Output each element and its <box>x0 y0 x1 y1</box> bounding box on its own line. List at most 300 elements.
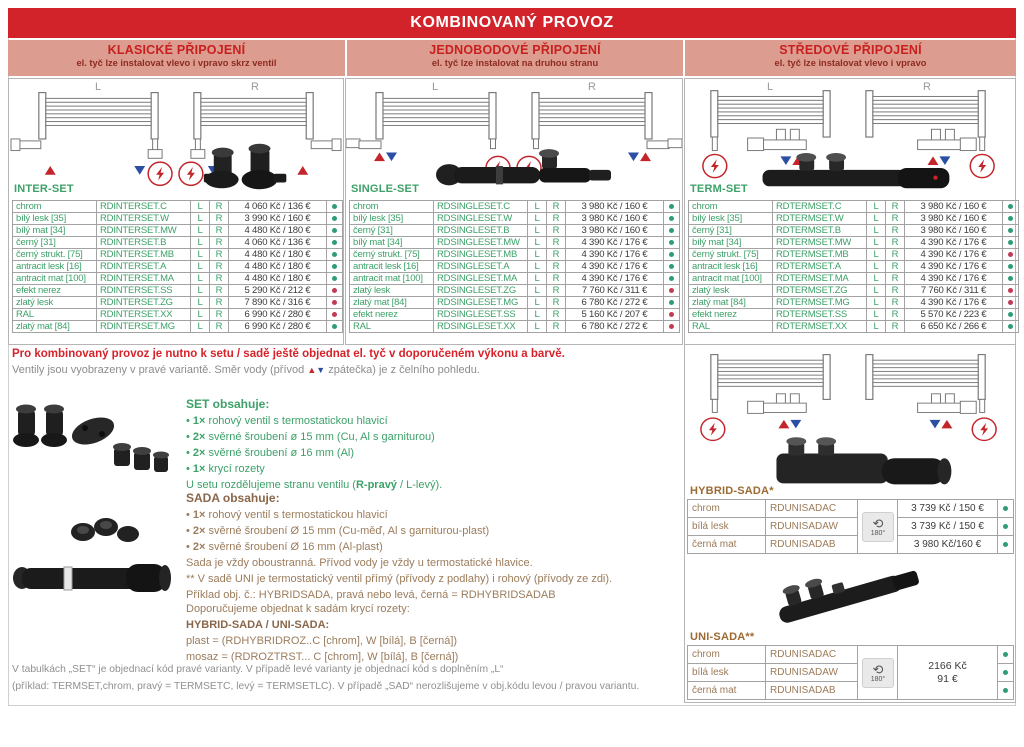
product-row <box>13 309 343 321</box>
variant-label-right: R <box>923 81 931 93</box>
product-row <box>689 297 1019 309</box>
stock-cell <box>998 664 1014 682</box>
product-code: RDSINGLESET.SS <box>434 309 528 321</box>
sada-note-line: Příklad obj. č.: HYBRIDSADA, pravá nebo levá, černá = RDHYBRIDSADAB <box>186 589 556 601</box>
stock-dot-green <box>1003 524 1008 529</box>
variant-right: R <box>886 213 905 225</box>
stock-dot-green <box>669 264 674 269</box>
stock-cell <box>998 500 1014 518</box>
product-code: RDSINGLESET.MB <box>434 249 528 261</box>
variant-left: L <box>528 201 547 213</box>
col-header-subtitle: el. tyč lze instalovat vlevo i vpravo <box>774 58 927 68</box>
price-table-single-set <box>349 200 680 333</box>
variant-left: L <box>867 273 886 285</box>
item-text: svěrné šroubení ø 15 mm (Cu, Al s garniturou) <box>205 431 435 443</box>
variant-right: R <box>210 273 229 285</box>
product-price: 4 480 Kč / 180 € <box>229 225 327 237</box>
flow-in-icon <box>374 152 385 161</box>
stock-cell <box>664 213 680 225</box>
item-text: krycí rozety <box>205 463 265 475</box>
variant-right: R <box>886 237 905 249</box>
product-price: 7 760 Kč / 311 € <box>905 285 1003 297</box>
product-color-name: RAL <box>689 321 773 333</box>
product-color-name: černý [31] <box>689 225 773 237</box>
product-row <box>689 261 1019 273</box>
product-code: RDTERMSET.MG <box>773 297 867 309</box>
product-price-merged <box>898 646 998 700</box>
product-code: RDINTERSET.MG <box>97 321 191 333</box>
product-row <box>350 249 680 261</box>
info-note <box>12 364 480 376</box>
set-side-note-text: U setu rozdělujeme stranu ventilu ( <box>186 479 356 491</box>
set-side-note-text: / L-levý). <box>396 479 443 491</box>
product-price: 3 980 Kč / 160 € <box>566 201 664 213</box>
recommend-line: plast = (RDHYBRIDROZ..C [chrom], W [bílá], B [černá]) <box>186 635 458 647</box>
item-quantity: 1× <box>192 509 206 521</box>
variant-right: R <box>210 309 229 321</box>
product-code: RDSINGLESET.B <box>434 225 528 237</box>
product-row <box>13 297 343 309</box>
product-price: 3 980 Kč / 160 € <box>566 213 664 225</box>
variant-left: L <box>191 237 210 249</box>
product-row <box>350 237 680 249</box>
price-table-inter-set <box>12 200 343 333</box>
stock-cell <box>1003 309 1019 321</box>
product-row <box>13 285 343 297</box>
product-price: 7 890 Kč / 316 € <box>229 297 327 309</box>
product-row <box>13 321 343 333</box>
variant-right: R <box>547 309 566 321</box>
product-color-name: antracit mat [100] <box>350 273 434 285</box>
variant-right: R <box>547 213 566 225</box>
product-price: 6 990 Kč / 280 € <box>229 321 327 333</box>
footer-note-line: V tabulkách „SET“ je objednací kód pravé varianty. V případě levé varianty je objednací kód s doplněním „L“ <box>12 664 504 675</box>
stock-dot-red <box>669 324 674 329</box>
variant-right: R <box>547 225 566 237</box>
product-color-name: chrom <box>13 201 97 213</box>
variant-right: R <box>886 225 905 237</box>
product-code: RDTERMSET.C <box>773 201 867 213</box>
variant-left: L <box>528 297 547 309</box>
col-header-title: STŘEDOVÉ PŘIPOJENÍ <box>779 43 922 57</box>
diagram-hybrid-sada <box>685 349 1015 489</box>
variant-label-right: R <box>588 81 596 93</box>
product-color-name: bílý lesk [35] <box>350 213 434 225</box>
product-price: 3 980 Kč/160 € <box>898 536 998 554</box>
stock-cell <box>327 213 343 225</box>
product-row <box>13 201 343 213</box>
product-code: RDSINGLESET.W <box>434 213 528 225</box>
product-code: RDTERMSET.SS <box>773 309 867 321</box>
stock-dot-green <box>332 216 337 221</box>
stock-dot-green <box>669 216 674 221</box>
set-contents-block <box>186 396 442 493</box>
product-price: 3 980 Kč / 160 € <box>905 201 1003 213</box>
variant-left: L <box>867 321 886 333</box>
stock-cell <box>1003 249 1019 261</box>
hybrid-sada-label: HYBRID-SADA* <box>690 485 774 497</box>
product-price: 4 390 Kč / 176 € <box>566 273 664 285</box>
rotate-180-icon <box>862 512 894 542</box>
product-code: RDINTERSET.SS <box>97 285 191 297</box>
radiator-left-icon <box>39 93 158 139</box>
product-row <box>350 213 680 225</box>
variant-left: L <box>191 285 210 297</box>
stock-cell <box>664 285 680 297</box>
stock-cell <box>1003 237 1019 249</box>
flow-out-icon <box>134 166 145 175</box>
stock-cell <box>664 225 680 237</box>
flow-in-icon <box>928 156 939 165</box>
stock-dot-green <box>669 276 674 281</box>
product-price: 6 780 Kč / 272 € <box>566 297 664 309</box>
variant-left: L <box>191 321 210 333</box>
stock-cell <box>664 297 680 309</box>
variant-right: R <box>210 213 229 225</box>
page-title-text: KOMBINOVANÝ PROVOZ <box>410 14 614 31</box>
stock-dot-green <box>1008 216 1013 221</box>
product-color-name: černá mat <box>688 682 766 700</box>
stock-cell <box>998 682 1014 700</box>
product-color-name: zlatý mat [84] <box>689 297 773 309</box>
col-header-title: KLASICKÉ PŘIPOJENÍ <box>107 43 246 57</box>
variant-left: L <box>867 201 886 213</box>
product-code: RDUNISADAW <box>766 518 858 536</box>
product-code: RDSINGLESET.XX <box>434 321 528 333</box>
product-color-name: antracit lesk [16] <box>13 261 97 273</box>
stock-dot-red <box>1008 288 1013 293</box>
product-price: 4 480 Kč / 180 € <box>229 273 327 285</box>
flow-out-icon <box>790 420 801 428</box>
product-row <box>689 309 1019 321</box>
rotate-arrow-glyph: ⟲ <box>872 515 884 531</box>
product-code: RDINTERSET.MB <box>97 249 191 261</box>
product-color-name: chrom <box>688 646 766 664</box>
product-code: RDINTERSET.MA <box>97 273 191 285</box>
product-color-name: antracit mat [100] <box>689 273 773 285</box>
stock-dot-green <box>1008 204 1013 209</box>
diagram-klasicke <box>9 81 343 195</box>
rotation-degrees-label: 180° <box>870 529 886 537</box>
price-table-uni-sada <box>687 645 1014 700</box>
variant-right: R <box>547 321 566 333</box>
variant-right: R <box>886 261 905 273</box>
variant-left: L <box>528 261 547 273</box>
product-price: 3 739 Kč / 150 € <box>898 518 998 536</box>
product-row <box>689 213 1019 225</box>
item-quantity: 1× <box>192 463 206 475</box>
heating-rod-icon <box>701 418 725 440</box>
stock-dot-red <box>1008 300 1013 305</box>
flow-out-icon <box>386 152 397 161</box>
col-header-klasicke <box>8 40 345 76</box>
stock-dot-green <box>1003 506 1008 511</box>
product-row <box>13 213 343 225</box>
set-name: INTER-SET <box>14 183 74 195</box>
product-price: 4 390 Kč / 176 € <box>905 249 1003 261</box>
variant-left: L <box>867 285 886 297</box>
variant-label-left: L <box>95 81 102 93</box>
flow-in-icon <box>778 420 789 428</box>
sada-contents-block <box>186 490 612 603</box>
page-title <box>8 8 1016 38</box>
stock-dot-green <box>669 228 674 233</box>
product-code: RDINTERSET.MW <box>97 225 191 237</box>
product-code: RDINTERSET.ZG <box>97 297 191 309</box>
product-code: RDTERMSET.ZG <box>773 285 867 297</box>
product-price: 4 060 Kč / 136 € <box>229 237 327 249</box>
flow-out-icon: ▼ <box>316 365 326 375</box>
product-price: 4 390 Kč / 176 € <box>905 273 1003 285</box>
product-code: RDINTERSET.B <box>97 237 191 249</box>
product-color-name: zlatý lesk <box>689 285 773 297</box>
stock-cell <box>327 309 343 321</box>
stock-cell <box>327 297 343 309</box>
variant-right: R <box>547 297 566 309</box>
product-price: 4 480 Kč / 180 € <box>229 249 327 261</box>
stock-dot-green <box>1008 324 1013 329</box>
product-code: RDTERMSET.MW <box>773 237 867 249</box>
item-quantity: 2× <box>192 541 206 553</box>
variant-right: R <box>547 273 566 285</box>
product-color-name: zlatý mat [84] <box>350 297 434 309</box>
stock-dot-green <box>1008 312 1013 317</box>
product-price: 7 760 Kč / 311 € <box>566 285 664 297</box>
product-code: RDSINGLESET.A <box>434 261 528 273</box>
product-price: 4 060 Kč / 136 € <box>229 201 327 213</box>
set-contents-list <box>186 413 442 477</box>
product-price: 4 390 Kč / 176 € <box>566 249 664 261</box>
product-color-name: efekt nerez <box>13 285 97 297</box>
product-code: RDTERMSET.B <box>773 225 867 237</box>
product-row <box>13 237 343 249</box>
stock-cell <box>664 309 680 321</box>
variant-right: R <box>886 273 905 285</box>
product-row <box>13 225 343 237</box>
product-price: 3 990 Kč / 160 € <box>229 213 327 225</box>
item-text: svěrné šroubení ø 16 mm (Al) <box>205 447 355 459</box>
variant-left: L <box>191 213 210 225</box>
product-code: RDUNISADAC <box>766 646 858 664</box>
item-text: svěrné šroubení Ø 15 mm (Cu-měď, Al s garniturou-plast) <box>205 525 490 537</box>
product-row <box>350 297 680 309</box>
product-code: RDTERMSET.W <box>773 213 867 225</box>
product-code: RDSINGLESET.ZG <box>434 285 528 297</box>
contents-item <box>186 461 442 477</box>
stock-dot-green <box>669 240 674 245</box>
stock-dot-red <box>669 288 674 293</box>
product-price: 4 390 Kč / 176 € <box>905 261 1003 273</box>
product-color-name: efekt nerez <box>689 309 773 321</box>
stock-cell <box>664 273 680 285</box>
item-quantity: 2× <box>192 525 206 537</box>
product-color-name: černá mat <box>688 536 766 554</box>
stock-cell <box>1003 261 1019 273</box>
variant-left: L <box>191 249 210 261</box>
heating-rod-icon <box>179 162 203 185</box>
variant-right: R <box>886 297 905 309</box>
product-code: RDINTERSET.A <box>97 261 191 273</box>
variant-right: R <box>210 285 229 297</box>
variant-left: L <box>867 261 886 273</box>
stock-cell <box>327 321 343 333</box>
product-color-name: černý strukt. [75] <box>350 249 434 261</box>
stock-cell <box>664 261 680 273</box>
stock-cell <box>327 261 343 273</box>
item-quantity: 1× <box>192 415 206 427</box>
stock-dot-green <box>669 300 674 305</box>
product-code: RDTERMSET.MB <box>773 249 867 261</box>
stock-dot-green <box>1003 652 1008 657</box>
flow-in-icon: ▲ <box>307 365 317 375</box>
flow-out-icon <box>939 156 950 165</box>
product-color-name: černý [31] <box>13 237 97 249</box>
flow-out-icon <box>780 156 791 165</box>
contents-item <box>186 429 442 445</box>
contents-item <box>186 445 442 461</box>
uni-sada-label: UNI-SADA** <box>690 631 755 643</box>
variant-left: L <box>191 261 210 273</box>
product-row <box>689 225 1019 237</box>
variant-right: R <box>547 261 566 273</box>
stock-dot-green <box>332 276 337 281</box>
col-header-title: JEDNOBODOVÉ PŘIPOJENÍ <box>429 43 601 57</box>
flow-out-icon <box>930 420 941 428</box>
variant-right: R <box>886 285 905 297</box>
stock-dot-green <box>332 252 337 257</box>
product-photo-term-set <box>763 153 950 188</box>
product-code: RDUNISADAW <box>766 664 858 682</box>
product-code: RDTERMSET.XX <box>773 321 867 333</box>
rotate-180-icon <box>862 658 894 688</box>
stock-dot-green <box>1008 228 1013 233</box>
product-row <box>689 237 1019 249</box>
contents-item <box>186 523 612 539</box>
heating-rod-icon <box>972 418 996 440</box>
contents-item <box>186 413 442 429</box>
product-price: 5 290 Kč / 212 € <box>229 285 327 297</box>
product-price: 6 780 Kč / 272 € <box>566 321 664 333</box>
variant-left: L <box>528 249 547 261</box>
col-header-subtitle: el. tyč lze instalovat na druhou stranu <box>431 58 599 68</box>
product-code: RDSINGLESET.MG <box>434 297 528 309</box>
product-row <box>689 201 1019 213</box>
variant-left: L <box>528 213 547 225</box>
stock-cell <box>1003 273 1019 285</box>
recommend-line-bold: HYBRID-SADA / UNI-SADA: <box>186 619 330 631</box>
product-color-name: bílý lesk [35] <box>13 213 97 225</box>
stock-cell <box>998 536 1014 554</box>
stock-cell <box>664 321 680 333</box>
stock-cell <box>327 201 343 213</box>
product-color-name: černý strukt. [75] <box>13 249 97 261</box>
product-row <box>350 321 680 333</box>
rotation-cell <box>858 646 898 700</box>
product-price: 3 980 Kč / 160 € <box>566 225 664 237</box>
variant-label-right: R <box>251 81 259 93</box>
variant-right: R <box>886 309 905 321</box>
product-price: 6 990 Kč / 280 € <box>229 309 327 321</box>
variant-right: R <box>210 297 229 309</box>
product-code: RDUNISADAB <box>766 682 858 700</box>
price-eur: 91 € <box>937 672 958 685</box>
product-color-name: RAL <box>350 321 434 333</box>
variant-right: R <box>210 261 229 273</box>
stock-cell <box>1003 213 1019 225</box>
panel-sada <box>684 344 1016 703</box>
product-photo-set-components <box>10 396 175 481</box>
variant-right: R <box>547 237 566 249</box>
variant-right: R <box>547 201 566 213</box>
product-row <box>688 518 1014 536</box>
product-color-name: bílý lesk [35] <box>689 213 773 225</box>
product-row <box>350 309 680 321</box>
product-color-name: bílá lesk <box>688 664 766 682</box>
item-text: rohový ventil s termostatickou hlavicí <box>205 415 388 427</box>
stock-cell <box>1003 201 1019 213</box>
recommend-line: mosaz = (RDROZTRST... C [chrom], W [bílá], B [černá]) <box>186 651 459 663</box>
variant-right: R <box>886 321 905 333</box>
variant-left: L <box>867 225 886 237</box>
product-price: 4 390 Kč / 176 € <box>566 261 664 273</box>
rotate-arrow-glyph: ⟲ <box>872 661 884 677</box>
product-color-name: antracit lesk [16] <box>689 261 773 273</box>
panel-jednobodove <box>345 78 683 345</box>
product-price: 4 390 Kč / 176 € <box>905 297 1003 309</box>
stock-dot-green <box>1008 264 1013 269</box>
product-code: RDTERMSET.A <box>773 261 867 273</box>
variant-right: R <box>547 249 566 261</box>
diagram-stredove <box>685 81 1015 195</box>
variant-left: L <box>867 249 886 261</box>
col-header-jednobodove <box>347 40 683 76</box>
product-color-name: černý strukt. [75] <box>689 249 773 261</box>
price-kc: 2166 Kč <box>928 659 967 672</box>
product-color-name: chrom <box>350 201 434 213</box>
product-row <box>689 285 1019 297</box>
item-text: svěrné šroubení Ø 16 mm (Al-plast) <box>205 541 383 553</box>
variant-left: L <box>867 309 886 321</box>
stock-dot-green <box>1003 670 1008 675</box>
stock-cell <box>664 237 680 249</box>
variant-left: L <box>191 225 210 237</box>
product-code: RDUNISADAC <box>766 500 858 518</box>
product-color-name: zlatý lesk <box>350 285 434 297</box>
stock-dot-green <box>669 252 674 257</box>
variant-label-left: L <box>767 81 774 93</box>
stock-cell <box>664 249 680 261</box>
flow-in-icon <box>45 166 56 175</box>
variant-left: L <box>528 285 547 297</box>
price-table-term-set <box>688 200 1019 333</box>
info-note-text: zpátečka) je z čelního pohledu. <box>325 364 480 376</box>
variant-label-left: L <box>432 81 439 93</box>
sada-contents-list <box>186 507 612 555</box>
product-row <box>13 273 343 285</box>
stock-dot-red <box>332 312 337 317</box>
product-row <box>688 536 1014 554</box>
product-price: 3 739 Kč / 150 € <box>898 500 998 518</box>
stock-dot-green <box>1003 688 1008 693</box>
variant-left: L <box>528 273 547 285</box>
variant-left: L <box>867 297 886 309</box>
variant-right: R <box>210 201 229 213</box>
product-row <box>350 261 680 273</box>
stock-dot-green <box>332 204 337 209</box>
product-color-name: chrom <box>689 201 773 213</box>
variant-left: L <box>191 309 210 321</box>
product-code: RDTERMSET.MA <box>773 273 867 285</box>
